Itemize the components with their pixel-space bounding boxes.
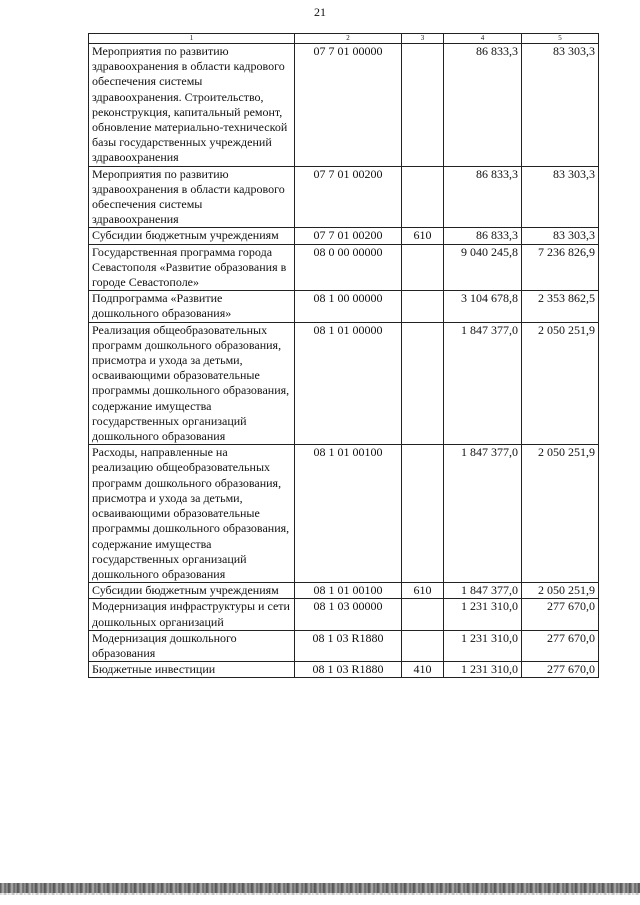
row-sum-1: 86 833,3	[444, 44, 522, 167]
row-name: Модернизация инфраструктуры и сети дошкольных организаций	[89, 599, 295, 630]
row-code: 07 7 01 00200	[295, 166, 402, 228]
row-expense-type	[402, 291, 444, 322]
row-expense-type	[402, 166, 444, 228]
row-name: Расходы, направленные на реализацию общеобразовательных программ дошкольного образования, присмотра и ухода за детьми, осваивающими образовательные программы дошкольного образования, содержание имущества государственных организаций дошкольного образования	[89, 445, 295, 583]
row-sum-1: 1 847 377,0	[444, 322, 522, 445]
row-expense-type	[402, 44, 444, 167]
row-sum-2: 2 353 862,5	[522, 291, 599, 322]
column-header: 2	[295, 34, 402, 44]
row-sum-2: 83 303,3	[522, 166, 599, 228]
row-sum-2: 277 670,0	[522, 630, 599, 661]
row-name: Субсидии бюджетным учреждениям	[89, 583, 295, 599]
row-expense-type: 410	[402, 662, 444, 678]
column-header: 3	[402, 34, 444, 44]
table-row	[89, 599, 599, 630]
row-expense-type: 610	[402, 583, 444, 599]
row-sum-2: 83 303,3	[522, 228, 599, 244]
table-row	[89, 445, 599, 583]
row-expense-type: 610	[402, 228, 444, 244]
row-sum-1: 1 847 377,0	[444, 583, 522, 599]
row-name: Бюджетные инвестиции	[89, 662, 295, 678]
row-code: 08 1 01 00000	[295, 322, 402, 445]
row-name: Государственная программа города Севастополя «Развитие образования в городе Севастополе»	[89, 244, 295, 291]
row-code: 08 1 00 00000	[295, 291, 402, 322]
row-sum-1: 1 231 310,0	[444, 630, 522, 661]
row-expense-type	[402, 322, 444, 445]
row-name: Реализация общеобразовательных программ дошкольного образования, присмотра и ухода за детьми, осваивающими образовательные программы дошкольного образования, содержание имущества государственных организаций дошкольного образования	[89, 322, 295, 445]
row-sum-1: 9 040 245,8	[444, 244, 522, 291]
table-row	[89, 322, 599, 445]
row-code: 07 7 01 00200	[295, 228, 402, 244]
table-row	[89, 291, 599, 322]
row-sum-1: 86 833,3	[444, 228, 522, 244]
row-code: 08 1 03 R1880	[295, 630, 402, 661]
row-code: 08 1 03 R1880	[295, 662, 402, 678]
row-expense-type	[402, 445, 444, 583]
row-name: Модернизация дошкольного образования	[89, 630, 295, 661]
table-row	[89, 583, 599, 599]
row-sum-1: 1 847 377,0	[444, 445, 522, 583]
scan-edge-noise	[0, 883, 640, 893]
table-row	[89, 630, 599, 661]
row-sum-2: 277 670,0	[522, 599, 599, 630]
row-expense-type	[402, 599, 444, 630]
row-name: Мероприятия по развитию здравоохранения в области кадрового обеспечения системы здравоохранения	[89, 166, 295, 228]
budget-table	[88, 33, 599, 678]
scan-edge-noise-thin	[0, 893, 640, 895]
row-sum-1: 1 231 310,0	[444, 599, 522, 630]
table-row	[89, 44, 599, 167]
row-sum-1: 86 833,3	[444, 166, 522, 228]
row-name: Субсидии бюджетным учреждениям	[89, 228, 295, 244]
table-row	[89, 228, 599, 244]
row-sum-2: 83 303,3	[522, 44, 599, 167]
row-sum-1: 1 231 310,0	[444, 662, 522, 678]
page-number: 21	[314, 5, 326, 19]
row-sum-1: 3 104 678,8	[444, 291, 522, 322]
row-code: 08 1 01 00100	[295, 583, 402, 599]
row-code: 08 1 03 00000	[295, 599, 402, 630]
row-code: 07 7 01 00000	[295, 44, 402, 167]
column-header: 4	[444, 34, 522, 44]
table-row	[89, 166, 599, 228]
column-header: 5	[522, 34, 599, 44]
row-name: Подпрограмма «Развитие дошкольного образования»	[89, 291, 295, 322]
row-sum-2: 2 050 251,9	[522, 445, 599, 583]
row-code: 08 1 01 00100	[295, 445, 402, 583]
row-name: Мероприятия по развитию здравоохранения в области кадрового обеспечения системы здравоохранения. Строительство, реконструкция, капитальный ремонт, обновление материально-технической базы государственных учреждений здравоохранения	[89, 44, 295, 167]
row-expense-type	[402, 244, 444, 291]
table-row	[89, 662, 599, 678]
row-expense-type	[402, 630, 444, 661]
column-header: 1	[89, 34, 295, 44]
row-code: 08 0 00 00000	[295, 244, 402, 291]
row-sum-2: 7 236 826,9	[522, 244, 599, 291]
table-row	[89, 244, 599, 291]
row-sum-2: 277 670,0	[522, 662, 599, 678]
row-sum-2: 2 050 251,9	[522, 583, 599, 599]
row-sum-2: 2 050 251,9	[522, 322, 599, 445]
table-header-row	[89, 34, 599, 44]
